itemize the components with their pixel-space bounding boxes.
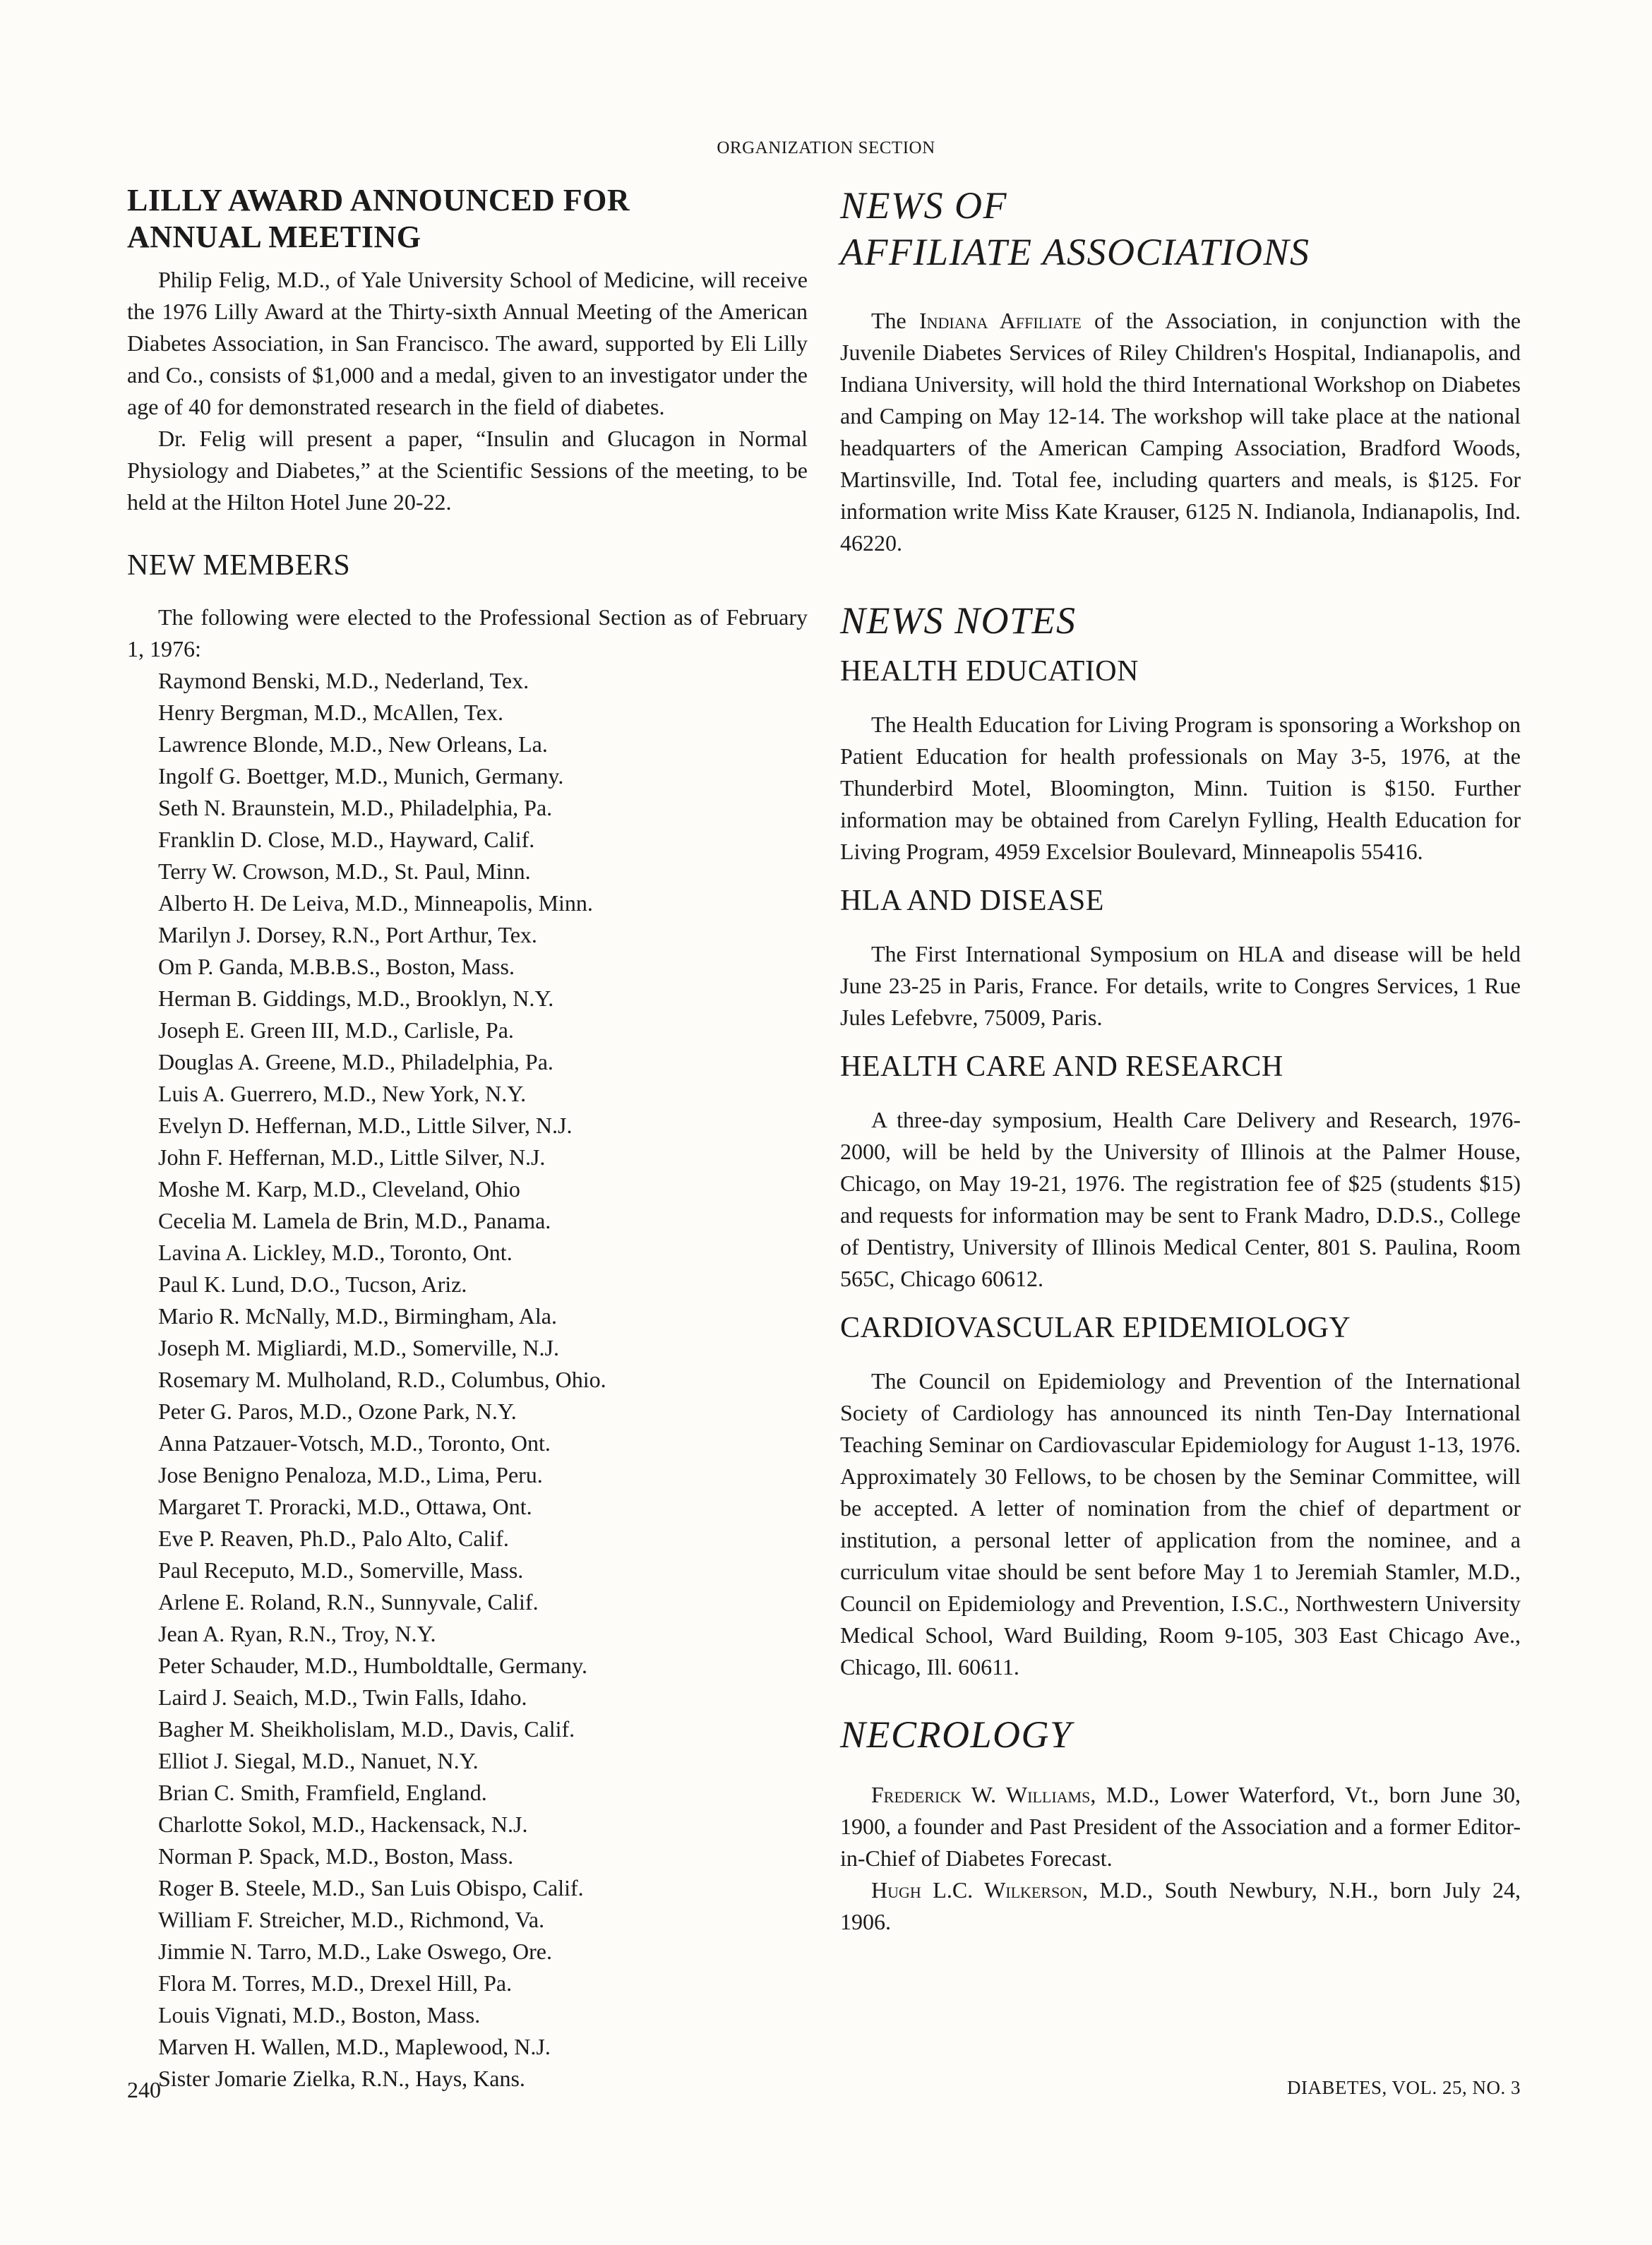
page-number: 240 [127, 2077, 161, 2102]
necrology-name-1: Frederick W. Williams [871, 1782, 1091, 1807]
right-column [840, 182, 1521, 1938]
necrology-entry-2 [840, 1874, 1521, 1938]
member-list-item: Joseph E. Green III, M.D., Carlisle, Pa. [158, 1017, 514, 1043]
running-head: ORGANIZATION SECTION [717, 138, 935, 157]
member-list-item: Douglas A. Greene, M.D., Philadelphia, Pa. [158, 1049, 553, 1074]
member-list-item: Alberto H. De Leiva, M.D., Minneapolis, Minn. [158, 890, 593, 916]
affiliate-lead-name: Indiana Affiliate [918, 308, 1082, 333]
member-list-item: Bagher M. Sheikholislam, M.D., Davis, Calif. [158, 1716, 575, 1742]
member-list-item: Lavina A. Lickley, M.D., Toronto, Ont. [158, 1240, 513, 1265]
member-list-item: Louis Vignati, M.D., Boston, Mass. [158, 2002, 481, 2028]
journal-citation: DIABETES, VOL. 25, NO. 3 [1287, 2077, 1521, 2098]
affiliate-paragraph: The Indiana Affiliate of the Association, in conjunction with the Juvenile Diabetes Services of Riley Children's Hospital, Indianapolis, and Indiana University, will hold the third International Workshop on Diabetes and Camping on May 12-14. The workshop will take place at the national headquarters of the American Camping Association, Bradford Woods, Martinsville, Ind. Total fee, including quarters and meals, is $125. For information write Miss Kate Krauser, 6125 N. Indianola, Indianapolis, Ind. 46220. [840, 308, 1521, 556]
member-list-item: Jose Benigno Penaloza, M.D., Lima, Peru. [158, 1462, 543, 1487]
member-list-item: John F. Heffernan, M.D., Little Silver, N.J. [158, 1144, 546, 1170]
member-list-item: Mario R. McNally, M.D., Birmingham, Ala. [158, 1303, 557, 1329]
member-list-item: Cecelia M. Lamela de Brin, M.D., Panama. [158, 1208, 551, 1233]
member-list-item: Herman B. Giddings, M.D., Brooklyn, N.Y. [158, 986, 554, 1011]
member-list-item: Terry W. Crowson, M.D., St. Paul, Minn. [158, 858, 531, 884]
member-list-item: Margaret T. Proracki, M.D., Ottawa, Ont. [158, 1494, 532, 1519]
affiliate-news-article [840, 182, 1521, 559]
member-list-item: Peter Schauder, M.D., Humboldtalle, Germany. [158, 1653, 588, 1678]
health-care-title: HEALTH CARE AND RESEARCH [840, 1050, 1283, 1083]
member-list-item: Ingolf G. Boettger, M.D., Munich, Germany. [158, 763, 564, 789]
member-list-item: Evelyn D. Heffernan, M.D., Little Silver, N.J. [158, 1113, 573, 1138]
member-list-item: Flora M. Torres, M.D., Drexel Hill, Pa. [158, 1970, 513, 1996]
lilly-title-line2: ANNUAL MEETING [127, 220, 421, 254]
member-list-item: Joseph M. Migliardi, M.D., Somerville, N.J. [158, 1335, 559, 1360]
member-list-item: Lawrence Blonde, M.D., New Orleans, La. [158, 731, 548, 757]
necrology-section [840, 1711, 1521, 1938]
left-column [127, 182, 808, 2095]
member-list-item: Brian C. Smith, Framfield, England. [158, 1780, 487, 1805]
member-list-item: Paul Receputo, M.D., Somerville, Mass. [158, 1557, 524, 1583]
member-list-item: Eve P. Reaven, Ph.D., Palo Alto, Calif. [158, 1526, 509, 1551]
member-list-item: Charlotte Sokol, M.D., Hackensack, N.J. [158, 1812, 528, 1837]
member-list [127, 665, 808, 2095]
member-list-item: Anna Patzauer-Votsch, M.D., Toronto, Ont. [158, 1430, 551, 1456]
hla-disease-title: HLA AND DISEASE [840, 885, 1104, 917]
member-list-item: Paul K. Lund, D.O., Tucson, Ariz. [158, 1271, 467, 1297]
member-list-item: Jimmie N. Tarro, M.D., Lake Oswego, Ore. [158, 1939, 552, 1964]
lilly-paragraph-1: Philip Felig, M.D., of Yale University School of Medicine, will receive the 1976 Lilly Award at the Thirty-sixth Annual Meeting of the American Diabetes Association, in San Francisco. The award, supported by Eli Lilly and Co., consists of $1,000 and a medal, given to an investigator under the age of 40 for demonstrated research in the field of diabetes. [127, 267, 808, 419]
cardio-epidemiology-paragraph: The Council on Epidemiology and Prevention of the International Society of Cardiology has announced its ninth Ten-Day International Teaching Seminar on Cardiovascular Epidemiology for August 1-13, 1976. Approximately 30 Fellows, to be chosen by the Seminar Committee, will be accepted. A letter of nomination from the chief of department or institution, a personal letter of application from the nominee, and a curriculum vitae should be sent before May 1 to Jeremiah Stamler, M.D., Council on Epidemiology and Prevention, I.S.C., Northwestern University Medical School, Ward Building, Room 9-105, 303 East Chicago Ave., Chicago, Ill. 60611. [840, 1368, 1521, 1680]
affiliate-title-line2: AFFILIATE ASSOCIATIONS [840, 231, 1310, 273]
hla-disease-paragraph: The First International Symposium on HLA and disease will be held June 23-25 in Paris, France. For details, write to Congres Services, 1 Rue Jules Lefebvre, 75009, Paris. [840, 941, 1521, 1030]
necrology-entry-1 [840, 1779, 1521, 1874]
member-list-item: Seth N. Braunstein, M.D., Philadelphia, Pa. [158, 795, 553, 820]
necrology-name-2: Hugh L.C. Wilkerson [871, 1877, 1083, 1903]
member-list-item: Laird J. Seaich, M.D., Twin Falls, Idaho. [158, 1684, 527, 1710]
member-list-item: Norman P. Spack, M.D., Boston, Mass. [158, 1843, 514, 1869]
member-list-item: William F. Streicher, M.D., Richmond, Va. [158, 1907, 545, 1932]
member-list-item: Henry Bergman, M.D., McAllen, Tex. [158, 700, 503, 725]
affiliate-title-line1: NEWS OF [840, 184, 1007, 227]
new-members-section [127, 548, 808, 2095]
member-list-item: Rosemary M. Mulholand, R.D., Columbus, Ohio. [158, 1367, 606, 1392]
necrology-title: NECROLOGY [840, 1713, 1072, 1756]
health-education-paragraph: The Health Education for Living Program is sponsoring a Workshop on Patient Education for health professionals on May 3-5, 1976, at the Thunderbird Motel, Bloomington, Minn. Tuition is $150. Further information may be obtained from Carelyn Fylling, Health Education for Living Program, 4959 Excelsior Boulevard, Minneapolis 55416. [840, 712, 1521, 864]
necrology-text-1: , M.D., Lower Waterford, Vt., born June 30, 1900, a founder and Past President of the Association and a former Editor-in-Chief of Diabetes Forecast. [840, 1782, 1521, 1871]
member-list-item: Arlene E. Roland, R.N., Sunnyvale, Calif. [158, 1589, 539, 1615]
member-list-item: Moshe M. Karp, M.D., Cleveland, Ohio [158, 1176, 520, 1202]
cardio-epidemiology-title: CARDIOVASCULAR EPIDEMIOLOGY [840, 1312, 1351, 1344]
member-list-item: Jean A. Ryan, R.N., Troy, N.Y. [158, 1621, 436, 1646]
member-list-item: Raymond Benski, M.D., Nederland, Tex. [158, 668, 529, 693]
affiliate-paragraph-text: of the Association, in conjunction with the Juvenile Diabetes Services of Riley Children's Hospital, Indianapolis, and Indiana University, will hold the third International Workshop on Diabetes and Camping on May 12-14. The workshop will take place at the national headquarters of the American Camping Association, Bradford Woods, Martinsville, Ind. Total fee, including quarters and meals, is $125. For information write Miss Kate Krauser, 6125 N. Indianola, Indianapolis, Ind. 46220. [840, 308, 1521, 556]
member-list-item: Franklin D. Close, M.D., Hayward, Calif. [158, 827, 535, 852]
member-list-item: Marven H. Wallen, M.D., Maplewood, N.J. [158, 2034, 551, 2059]
new-members-intro: The following were elected to the Professional Section as of February 1, 1976: [127, 604, 808, 661]
member-list-item: Elliot J. Siegal, M.D., Nanuet, N.Y. [158, 1748, 479, 1773]
news-notes-section [840, 597, 1521, 1683]
lilly-paragraph-2: Dr. Felig will present a paper, “Insulin and Glucagon in Normal Physiology and Diabetes,” at the Scientific Sessions of the meeting, to be held at the Hilton Hotel June 20-22. [127, 426, 808, 515]
member-list-item: Luis A. Guerrero, M.D., New York, N.Y. [158, 1081, 527, 1106]
lilly-title-line1: LILLY AWARD ANNOUNCED FOR [127, 183, 630, 217]
news-notes-title: NEWS NOTES [840, 599, 1077, 642]
necrology-text-2: , M.D., South Newbury, N.H., born July 24, 1906. [840, 1877, 1521, 1934]
member-list-item: Peter G. Paros, M.D., Ozone Park, N.Y. [158, 1399, 517, 1424]
affiliate-news-title [840, 182, 1521, 275]
member-list-item: Marilyn J. Dorsey, R.N., Port Arthur, Tex. [158, 922, 537, 947]
health-care-paragraph: A three-day symposium, Health Care Delivery and Research, 1976-2000, will be held by the University of Illinois at the Palmer House, Chicago, on May 19-21, 1976. The registration fee of $25 (students $15) and requests for information may be sent to Frank Madro, D.D.S., College of Dentistry, University of Illinois Medical Center, 801 S. Paulina, Room 565C, Chicago 60612. [840, 1107, 1521, 1291]
health-education-title: HEALTH EDUCATION [840, 655, 1139, 688]
member-list-item: Roger B. Steele, M.D., San Luis Obispo, Calif. [158, 1875, 584, 1900]
lilly-award-title [127, 182, 808, 256]
member-list-item: Om P. Ganda, M.B.B.S., Boston, Mass. [158, 954, 515, 979]
member-list-item: Sister Jomarie Zielka, R.N., Hays, Kans. [158, 2066, 525, 2091]
lilly-award-article [127, 182, 808, 518]
new-members-title: NEW MEMBERS [127, 549, 351, 582]
